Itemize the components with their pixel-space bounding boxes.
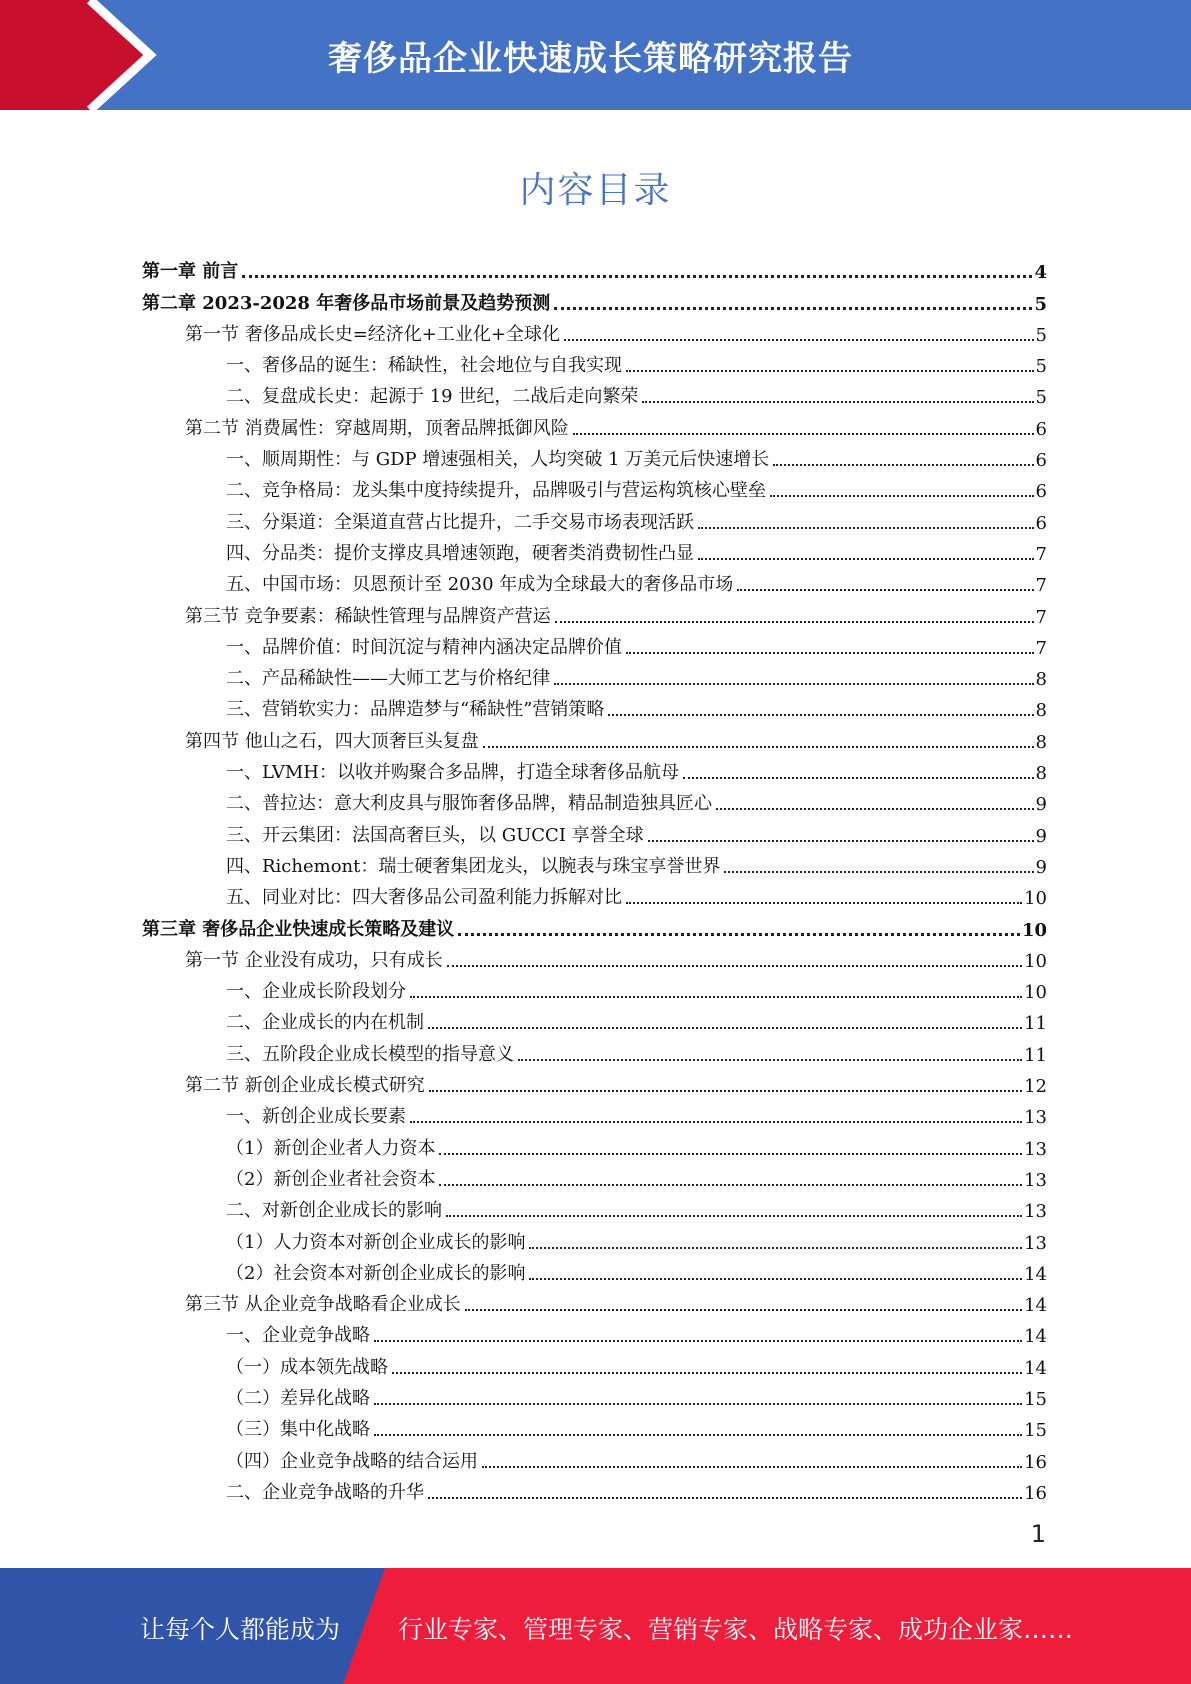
toc-dot-leader — [429, 1090, 1022, 1092]
toc-dot-leader — [648, 840, 1034, 842]
toc-entry-title: 二、竞争格局：龙头集中度持续提升，品牌吸引与营运构筑核心壁垒 — [226, 480, 766, 502]
toc-dot-leader — [482, 1466, 1022, 1468]
toc-entry[interactable] — [142, 1224, 1047, 1255]
toc-dot-leader — [698, 558, 1034, 560]
toc-entry[interactable] — [142, 1130, 1047, 1161]
toc-dot-leader — [554, 683, 1034, 685]
toc-entry-page: 7 — [1035, 543, 1047, 565]
toc-dot-leader — [374, 1403, 1022, 1405]
toc-entry-page: 13 — [1024, 1138, 1047, 1160]
toc-dot-leader — [439, 1184, 1022, 1186]
toc-dot-leader — [428, 1497, 1022, 1499]
toc-entry-title: （一）成本领先战略 — [226, 1356, 388, 1378]
toc-entry-page: 8 — [1035, 700, 1047, 722]
toc-entry-page: 13 — [1024, 1169, 1047, 1191]
toc-entry[interactable] — [142, 630, 1047, 661]
toc-entry-page: 16 — [1024, 1482, 1047, 1504]
toc-dot-leader — [555, 621, 1034, 623]
toc-entry-title: 五、同业对比：四大奢侈品公司盈利能力拆解对比 — [226, 887, 622, 909]
toc-entry-page: 10 — [1024, 982, 1047, 1004]
toc-entry-page: 14 — [1024, 1357, 1047, 1379]
toc-entry-title: （三）集中化战略 — [226, 1419, 370, 1441]
toc-entry-page: 10 — [1021, 919, 1047, 941]
toc-entry-page: 6 — [1035, 450, 1047, 472]
toc-entry-title: 二、产品稀缺性——大师工艺与价格纪律 — [226, 668, 550, 690]
toc-entry-title: （1）人力资本对新创企业成长的影响 — [226, 1231, 526, 1253]
toc-dot-leader — [374, 1340, 1022, 1342]
toc-entry-title: 第一节 企业没有成功，只有成长 — [185, 949, 443, 971]
toc-entry[interactable] — [142, 755, 1047, 786]
toc-entry-page: 12 — [1024, 1076, 1047, 1098]
toc-entry[interactable] — [142, 1349, 1047, 1380]
toc-entry[interactable] — [142, 786, 1047, 817]
toc-entry-title: 一、奢侈品的诞生：稀缺性，社会地位与自我实现 — [226, 355, 622, 377]
toc-entry-page: 16 — [1024, 1451, 1047, 1473]
toc-entry-page: 15 — [1024, 1388, 1047, 1410]
toc-entry[interactable] — [142, 1162, 1047, 1193]
toc-entry-page: 7 — [1035, 606, 1047, 628]
toc-entry-page: 11 — [1024, 1013, 1047, 1035]
toc-entry-page: 10 — [1024, 950, 1047, 972]
toc-entry-title: 一、LVMH：以收并购聚合多品牌，打造全球奢侈品航母 — [226, 762, 679, 784]
page-number: 1 — [1030, 1520, 1046, 1548]
toc-entry[interactable] — [142, 723, 1047, 754]
toc-entry-page: 11 — [1024, 1044, 1047, 1066]
toc-dot-leader — [483, 746, 1034, 748]
toc-dot-leader — [446, 1215, 1022, 1217]
toc-entry[interactable] — [142, 880, 1047, 911]
toc-entry-page: 13 — [1024, 1232, 1047, 1254]
toc-entry[interactable] — [142, 1193, 1047, 1224]
toc-entry-page: 6 — [1035, 512, 1047, 534]
report-title: 奢侈品企业快速成长策略研究报告 — [328, 38, 853, 79]
toc-entry[interactable] — [142, 348, 1047, 379]
toc-entry-page: 5 — [1035, 324, 1047, 346]
toc-entry-title: 第二节 新创企业成长模式研究 — [185, 1075, 425, 1097]
toc-dot-leader — [737, 589, 1033, 591]
toc-entry-page: 10 — [1024, 888, 1047, 910]
toc-entry-title: 第四节 他山之石，四大顶奢巨头复盘 — [185, 730, 479, 752]
toc-entry-title: 第一节 奢侈品成长史=经济化+工业化+全球化 — [185, 323, 560, 345]
toc-dot-leader — [529, 1247, 1022, 1249]
toc-dot-leader — [374, 1434, 1022, 1436]
toc-entry[interactable] — [142, 1381, 1047, 1412]
toc-dot-leader — [626, 652, 1034, 654]
toc-entry-title: 第三章 奢侈品企业快速成长策略及建议 — [142, 918, 455, 940]
toc-dot-leader — [447, 965, 1022, 967]
toc-entry[interactable] — [142, 1412, 1047, 1443]
toc-dot-leader — [698, 527, 1034, 529]
toc-entry[interactable] — [142, 379, 1047, 410]
toc-entry-page: 4 — [1034, 262, 1047, 284]
toc-entry-page: 5 — [1035, 356, 1047, 378]
toc-entry-page: 6 — [1035, 481, 1047, 503]
toc-entry-title: 四、分品类：提价支撑皮具增速领跑，硬奢类消费韧性凸显 — [226, 542, 694, 564]
toc-entry-title: （二）差异化战略 — [226, 1387, 370, 1409]
toc-entry-page: 5 — [1035, 387, 1047, 409]
toc-dot-leader — [410, 996, 1022, 998]
toc-dot-leader — [458, 933, 1020, 936]
toc-entry-page: 9 — [1035, 856, 1047, 878]
toc-entry[interactable] — [142, 285, 1047, 316]
toc-entry[interactable] — [142, 911, 1047, 942]
toc-entry-title: 二、企业成长的内在机制 — [226, 1012, 424, 1034]
toc-entry-page: 5 — [1034, 293, 1047, 315]
toc-dot-leader — [564, 339, 1034, 341]
toc-dot-leader — [242, 275, 1032, 278]
toc-entry[interactable] — [142, 817, 1047, 848]
toc-dot-leader — [683, 777, 1034, 779]
toc-entry-page: 15 — [1024, 1420, 1047, 1442]
toc-entry-title: 一、顺周期性：与 GDP 增速强相关，人均突破 1 万美元后快速增长 — [226, 449, 770, 471]
toc-entry[interactable] — [142, 567, 1047, 598]
toc-entry-title: 三、营销软实力：品牌造梦与“稀缺性”营销策略 — [226, 699, 605, 721]
toc-entry-page: 8 — [1035, 669, 1047, 691]
toc-entry-title: 二、复盘成长史：起源于 19 世纪，二战后走向繁荣 — [226, 386, 639, 408]
toc-heading: 内容目录 — [519, 170, 672, 211]
toc-entry[interactable] — [142, 536, 1047, 567]
toc-entry-page: 6 — [1035, 418, 1047, 440]
toc-entry[interactable] — [142, 943, 1047, 974]
toc-entry-title: （2）新创企业者社会资本 — [226, 1168, 436, 1190]
toc-dot-leader — [724, 871, 1033, 873]
toc-entry-title: 第一章 前言 — [142, 261, 239, 283]
toc-entry[interactable] — [142, 1005, 1047, 1036]
header-arrow-decoration — [0, 0, 160, 110]
toc-entry[interactable] — [142, 504, 1047, 535]
toc-dot-leader — [573, 433, 1034, 435]
toc-entry-title: 第三节 竞争要素：稀缺性管理与品牌资产营运 — [185, 605, 551, 627]
toc-entry-page: 13 — [1024, 1201, 1047, 1223]
toc-entry-title: 三、开云集团：法国高奢巨头，以 GUCCI 享誉全球 — [226, 824, 644, 846]
toc-entry[interactable] — [142, 598, 1047, 629]
toc-entry-title: 二、企业竞争战略的升华 — [226, 1481, 424, 1503]
toc-dot-leader — [428, 1027, 1022, 1029]
toc-entry-page: 13 — [1024, 1107, 1047, 1129]
toc-entry-page: 8 — [1035, 763, 1047, 785]
toc-dot-leader — [626, 370, 1034, 372]
toc-dot-leader — [529, 1278, 1022, 1280]
toc-dot-leader — [439, 1153, 1022, 1155]
toc-dot-leader — [608, 714, 1033, 716]
toc-entry[interactable] — [142, 1475, 1047, 1506]
toc-entry-title: （四）企业竞争战略的结合运用 — [226, 1450, 478, 1472]
toc-entry-page: 7 — [1035, 637, 1047, 659]
table-of-contents — [142, 254, 1047, 1506]
footer-slogan-left: 让每个人都能成为 — [140, 1615, 341, 1644]
toc-entry[interactable] — [142, 692, 1047, 723]
red-chevron-shape — [0, 0, 150, 110]
toc-entry-page: 8 — [1035, 731, 1047, 753]
toc-entry-title: 第二节 消费属性：穿越周期，顶奢品牌抵御风险 — [185, 417, 569, 439]
toc-entry[interactable] — [142, 974, 1047, 1005]
toc-entry[interactable] — [142, 1036, 1047, 1067]
toc-dot-leader — [410, 1121, 1022, 1123]
toc-dot-leader — [770, 495, 1034, 497]
toc-entry-page: 9 — [1035, 794, 1047, 816]
toc-entry-title: （2）社会资本对新创企业成长的影响 — [226, 1262, 526, 1284]
toc-entry-title: 第二章 2023-2028 年奢侈品市场前景及趋势预测 — [142, 292, 551, 314]
toc-entry[interactable] — [142, 1443, 1047, 1474]
toc-entry-page: 7 — [1035, 575, 1047, 597]
toc-dot-leader — [554, 307, 1032, 310]
toc-entry-title: 一、品牌价值：时间沉淀与精神内涵决定品牌价值 — [226, 636, 622, 658]
toc-entry[interactable] — [142, 410, 1047, 441]
toc-entry-title: 二、普拉达：意大利皮具与服饰奢侈品牌，精品制造独具匠心 — [226, 793, 712, 815]
toc-dot-leader — [642, 401, 1033, 403]
toc-entry-title: 二、对新创企业成长的影响 — [226, 1200, 442, 1222]
footer-slogan-right: 行业专家、管理专家、营销专家、战略专家、成功企业家…… — [398, 1615, 1074, 1644]
toc-entry[interactable] — [142, 254, 1047, 285]
toc-entry[interactable] — [142, 317, 1047, 348]
header-band — [0, 0, 1191, 110]
toc-entry[interactable] — [142, 473, 1047, 504]
toc-entry-title: 一、企业竞争战略 — [226, 1325, 370, 1347]
toc-entry-page: 14 — [1024, 1295, 1047, 1317]
toc-dot-leader — [465, 1309, 1022, 1311]
toc-entry-page: 14 — [1024, 1263, 1047, 1285]
toc-dot-leader — [392, 1372, 1022, 1374]
toc-entry[interactable] — [142, 1287, 1047, 1318]
toc-dot-leader — [518, 1059, 1022, 1061]
toc-entry[interactable] — [142, 661, 1047, 692]
toc-entry-title: 三、分渠道：全渠道直营占比提升，二手交易市场表现活跃 — [226, 511, 694, 533]
toc-entry[interactable] — [142, 1256, 1047, 1287]
toc-entry-title: 第三节 从企业竞争战略看企业成长 — [185, 1294, 461, 1316]
toc-entry-title: 五、中国市场：贝恩预计至 2030 年成为全球最大的奢侈品市场 — [226, 574, 734, 596]
toc-entry[interactable] — [142, 442, 1047, 473]
toc-entry-title: 一、企业成长阶段划分 — [226, 981, 406, 1003]
toc-entry-title: （1）新创企业者人力资本 — [226, 1137, 436, 1159]
toc-entry[interactable] — [142, 849, 1047, 880]
toc-entry-page: 9 — [1035, 825, 1047, 847]
toc-entry[interactable] — [142, 1099, 1047, 1130]
toc-entry-title: 一、新创企业成长要素 — [226, 1106, 406, 1128]
toc-dot-leader — [626, 902, 1022, 904]
toc-dot-leader — [716, 808, 1034, 810]
toc-entry-title: 四、Richemont：瑞士硬奢集团龙头，以腕表与珠宝享誉世界 — [226, 855, 721, 877]
toc-entry[interactable] — [142, 1318, 1047, 1349]
toc-entry[interactable] — [142, 1068, 1047, 1099]
toc-dot-leader — [773, 464, 1033, 466]
toc-entry-page: 14 — [1024, 1326, 1047, 1348]
toc-entry-title: 三、五阶段企业成长模型的指导意义 — [226, 1043, 514, 1065]
